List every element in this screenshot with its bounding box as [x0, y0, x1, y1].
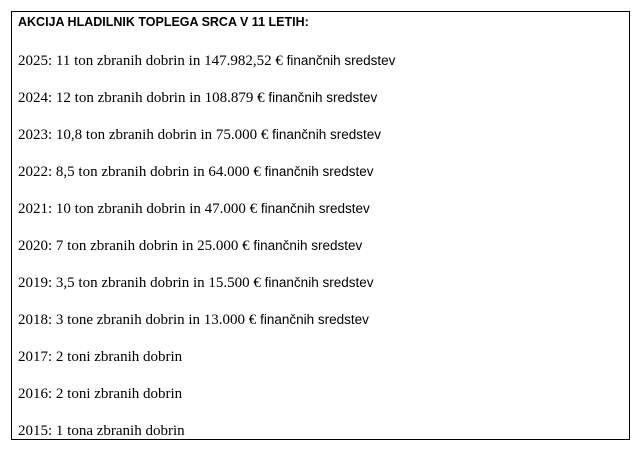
list-item	[18, 86, 395, 123]
entry-suffix: finančnih sredstev	[253, 238, 363, 253]
entry-suffix: finančnih sredstev	[286, 53, 396, 68]
list-item	[18, 197, 395, 234]
document-heading: AKCIJA HLADILNIK TOPLEGA SRCA V 11 LETIH:	[18, 15, 309, 29]
entry-text: 2019: 3,5 ton zbranih dobrin in 15.500 €	[18, 275, 265, 291]
list-item	[18, 271, 395, 308]
entry-suffix: finančnih sredstev	[264, 275, 374, 290]
yearly-results-list	[18, 49, 395, 456]
list-item	[18, 160, 395, 197]
entry-text: 2020: 7 ton zbranih dobrin in 25.000 €	[18, 238, 254, 254]
list-item	[18, 382, 395, 419]
list-item	[18, 345, 395, 382]
entry-suffix: finančnih sredstev	[260, 312, 369, 327]
list-item	[18, 234, 395, 271]
entry-text: 2016: 2 toni zbranih dobrin	[18, 386, 183, 402]
entry-text: 2025: 11 ton zbranih dobrin in 147.982,52 €	[18, 53, 287, 69]
entry-text: 2021: 10 ton zbranih dobrin in 47.000 €	[18, 201, 261, 217]
entry-suffix: finančnih sredstev	[260, 201, 370, 216]
list-item	[18, 308, 395, 345]
entry-suffix: finančnih sredstev	[272, 127, 381, 142]
entry-text: 2023: 10,8 ton zbranih dobrin in 75.000 €	[18, 127, 273, 143]
entry-suffix: finančnih sredstev	[264, 164, 374, 179]
list-item	[18, 123, 395, 160]
document-frame	[11, 11, 630, 440]
entry-text: 2022: 8,5 ton zbranih dobrin in 64.000 €	[18, 164, 265, 180]
list-item	[18, 419, 395, 456]
entry-text: 2024: 12 ton zbranih dobrin in 108.879 €	[18, 90, 269, 106]
entry-text: 2015: 1 tona zbranih dobrin	[18, 423, 185, 439]
entry-text: 2017: 2 toni zbranih dobrin	[18, 349, 183, 365]
entry-suffix: finančnih sredstev	[268, 90, 378, 105]
list-item	[18, 49, 395, 86]
entry-text: 2018: 3 tone zbranih dobrin in 13.000 €	[18, 312, 261, 328]
